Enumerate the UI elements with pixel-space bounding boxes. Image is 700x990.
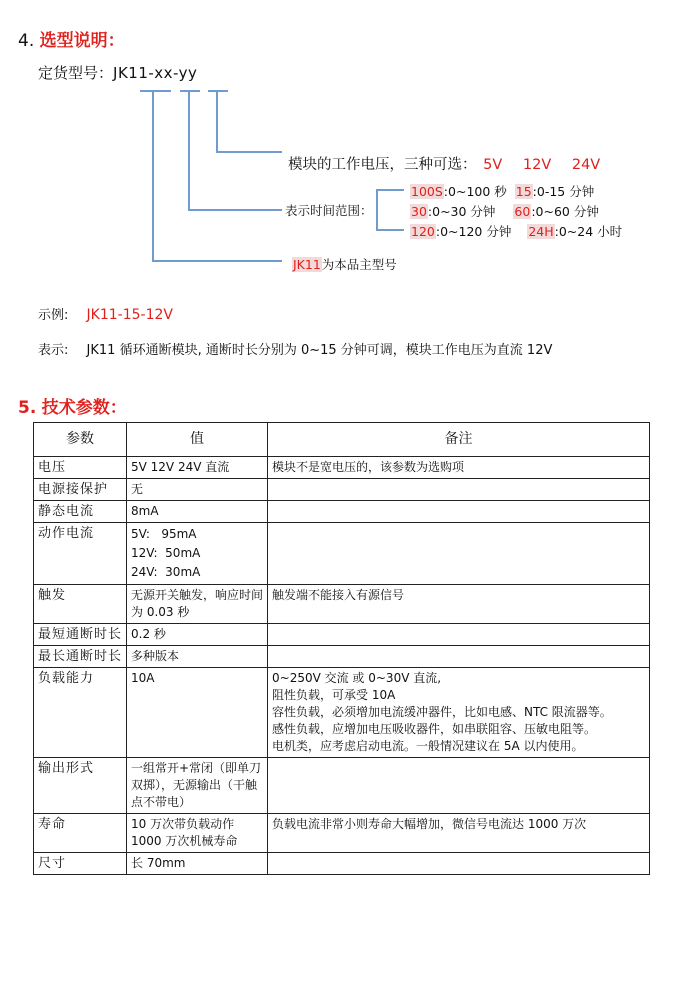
note-cell [268,457,650,479]
time-sep: : [531,204,536,219]
param-cell: 静态电流 [34,501,127,523]
section-4-number: 4. [18,31,35,51]
bracket-jk11-vertical [152,91,154,261]
section-5-title: 技术参数： [41,398,127,418]
time-code: 24H [528,224,554,239]
table-row [34,585,650,624]
table-header-row [34,423,650,457]
value-line: 0.2 秒 [131,627,166,641]
meaning-label: 表示: [38,343,69,358]
time-sep: : [554,224,559,239]
table-row [34,814,650,853]
main-code: JK11 [293,257,321,272]
note-cell [268,853,650,875]
time-sep: : [443,184,449,199]
time-sep: : [532,184,537,199]
value-cell [127,501,268,523]
time-code: 120 [411,224,435,239]
note-line: 负载电流非常小则寿命大幅增加，微信号电流达 1000 万次 [272,817,587,831]
param-cell: 电压 [34,457,127,479]
value-line: 12V: 50mA [131,546,201,560]
param-cell: 电源接保护 [34,479,127,501]
bracket-jk11-horizontal [152,260,282,262]
value-cell [127,479,268,501]
time-text: 0~120 分钟 [440,224,512,239]
voltage-option-5v: 5V [483,157,503,173]
time-bracket-top [376,189,404,191]
time-bracket-vertical [376,190,378,230]
value-cell [127,624,268,646]
param-cell: 触发 [34,585,127,624]
note-line: 触发端不能接入有源信号 [272,588,405,602]
time-sep: : [435,224,441,239]
voltage-option-24v: 24V [571,157,601,173]
value-line: 无源开关触发，响应时间为 0.03 秒 [131,588,264,619]
table-row [34,646,650,668]
param-cell: 寿命 [34,814,127,853]
value-line: 24V: 30mA [131,565,201,579]
bracket-jk11-top [140,90,171,92]
meaning-text: JK11 循环通断模块, 通断时长分别为 0~15 分钟可调，模块工作电压为直流 12V [86,343,553,358]
value-line: 8mA [131,504,159,518]
value-cell [127,758,268,814]
header-value: 值 [127,423,268,457]
table-row [34,758,650,814]
table-row [34,523,650,585]
meaning-line [38,339,552,358]
time-text: 0~24 小时 [558,224,623,239]
time-text: 0~100 秒 [448,184,507,199]
note-line: 0~250V 交流 或 0~30V 直流, [272,671,442,685]
note-line: 模块不是宽电压的，该参数为选购项 [272,460,465,474]
bracket-yy-horizontal [216,151,282,153]
value-cell [127,457,268,479]
section-4-heading [18,26,125,51]
table-row [34,501,650,523]
section-5-number: 5. [18,398,37,418]
table-row [34,457,650,479]
bracket-yy-top [208,90,228,92]
note-line: 阻性负载，可承受 10A [272,688,396,702]
bracket-xx-top [180,90,200,92]
time-sep: : [427,204,433,219]
time-row-1 [410,182,594,200]
note-line: 感性负载，应增加电压吸收器件，如串联阻容、压敏电阻等。 [272,722,597,736]
table-row [34,624,650,646]
param-cell: 负载能力 [34,668,127,758]
value-line: 10 万次带负载动作 [131,817,235,831]
value-line: 5V 12V 24V 直流 [131,460,230,474]
note-cell [268,501,650,523]
spec-table-body [34,457,650,875]
voltage-desc-line [288,153,600,174]
note-cell [268,523,650,585]
example-value: JK11-15-12V [86,307,173,323]
time-text: 0~30 分钟 [432,204,496,219]
value-line: 长 70mm [131,856,186,870]
time-label: 表示时间范围： [285,203,373,218]
time-bracket-bottom [376,229,404,231]
spec-table [33,422,650,875]
main-desc: 为本品主型号 [321,257,397,272]
value-cell [127,814,268,853]
value-cell [127,668,268,758]
example-label: 示例: [38,308,69,323]
value-cell [127,646,268,668]
note-cell [268,585,650,624]
example-line [38,304,173,323]
note-line: 容性负载，必须增加电流缓冲器件，比如电感、NTC 限流器等。 [272,705,612,719]
time-code: 15 [515,184,532,199]
model-label: 定货型号： [38,64,114,82]
param-cell: 最长通断时长 [34,646,127,668]
time-code: 100S [411,184,443,199]
param-cell: 输出形式 [34,758,127,814]
param-cell: 动作电流 [34,523,127,585]
value-line: 5V: 95mA [131,527,197,541]
header-note: 备注 [268,423,650,457]
table-row [34,479,650,501]
main-model-line [292,255,397,273]
note-line: 电机类，应考虑启动电流。一般情况建议在 5A 以内使用。 [272,739,584,753]
section-4-title: 选型说明： [39,31,125,51]
model-code: JK11-xx-yy [113,64,198,82]
value-line: 10A [131,671,155,685]
model-line [38,62,197,83]
note-cell [268,646,650,668]
time-text: 0~60 分钟 [535,204,599,219]
value-line: 一组常开+常闭（即单刀双掷），无源输出（干触点不带电） [131,761,262,809]
value-line: 1000 万次机械寿命 [131,834,238,848]
bracket-yy-vertical [216,91,218,152]
time-text: 0-15 分钟 [536,184,595,199]
param-cell: 尺寸 [34,853,127,875]
table-row [34,853,650,875]
time-row-2 [410,202,599,220]
time-code: 60 [514,204,531,219]
bracket-xx-vertical [188,91,190,210]
note-cell [268,668,650,758]
time-row-3 [410,222,622,240]
value-cell [127,853,268,875]
value-line: 无 [131,482,144,496]
value-cell [127,523,268,585]
voltage-option-12v: 12V [522,157,552,173]
value-cell [127,585,268,624]
value-line: 多种版本 [131,649,180,663]
param-cell: 最短通断时长 [34,624,127,646]
note-cell [268,758,650,814]
bracket-xx-horizontal [188,209,282,211]
voltage-desc: 模块的工作电压，三种可选： [288,157,477,173]
header-param: 参数 [34,423,127,457]
note-cell [268,814,650,853]
note-cell [268,624,650,646]
time-code: 30 [411,204,427,219]
note-cell [268,479,650,501]
table-row [34,668,650,758]
section-5-heading [18,393,127,418]
